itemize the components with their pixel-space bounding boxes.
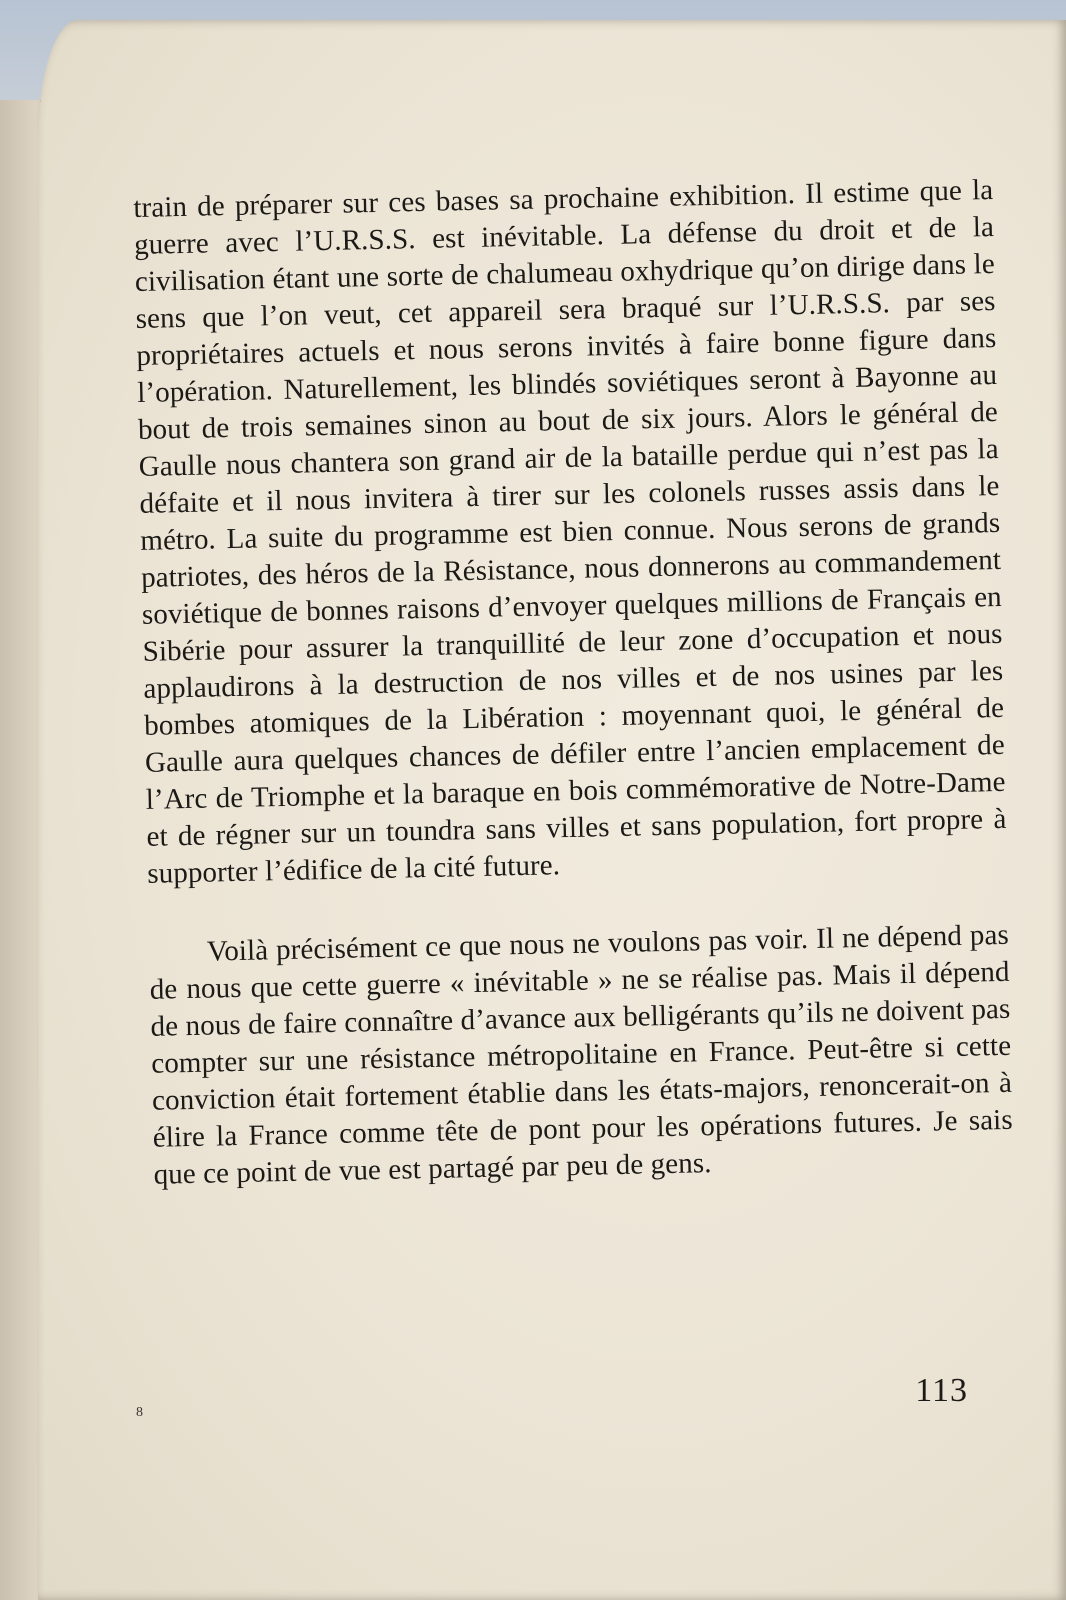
signature-mark: 8 [136, 1405, 143, 1420]
paragraph-2: Voilà précisément ce que nous ne voulons pas voir. Il ne dépend pas de nous que cette guerre « inévitable » ne se réalise pas. Mais il dépend de nous de faire connaître d’avance aux belligérants qu’ils ne doivent pas compter sur une résistance métropolitaine en France. Peut-être si cette conviction était fortement établie dans les états-majors, renoncerait-on à élire la France comme tête de pont pour les opérations futures. Je sais que ce point de vue est partagé par peu de gens. [149, 918, 1013, 1191]
paragraph-1: train de préparer sur ces bases sa prochaine exhibition. Il estime que la guerre avec l’U.R.S.S. est inévitable. La défense du droit et de la civilisation étant une sorte de chalumeau oxhydrique qu’on dirige dans le sens que l’on veut, cet appareil sera braqué sur l’U.R.S.S. par ses propriétaires actuels et nous serons invités à faire bonne figure dans l’opération. Naturellement, les blindés soviétiques seront à Bayonne au bout de trois semaines sinon au bout de six jours. Alors le général de Gaulle nous chantera son grand air de la bataille perdue qui n’est pas la défaite et il nous invitera à tirer sur les colonels russes assis dans le métro. La suite du programme est bien connue. Nous serons de grands patriotes, des héros de la Résistance, nous donnerons au commandement soviétique de bonnes raisons d’envoyer quelques millions de Français en Sibérie pour assurer la tranquillité de leur zone d’occupation et nous applaudirons à la destruction de nos villes et de nos usines par les bombes atomiques de la Libération : moyennant quoi, le général de Gaulle aura quelques chances de défiler entre l’ancien emplacement de l’Arc de Triomphe et la baraque en bois commémorative de Notre-Dame et de régner sur un toundra sans villes et sans population, fort propre à supporter l’édifice de la cité future. [133, 173, 1007, 890]
body-text [133, 172, 1014, 1194]
book-page [38, 20, 1066, 1600]
page-number: 113 [915, 1372, 968, 1409]
